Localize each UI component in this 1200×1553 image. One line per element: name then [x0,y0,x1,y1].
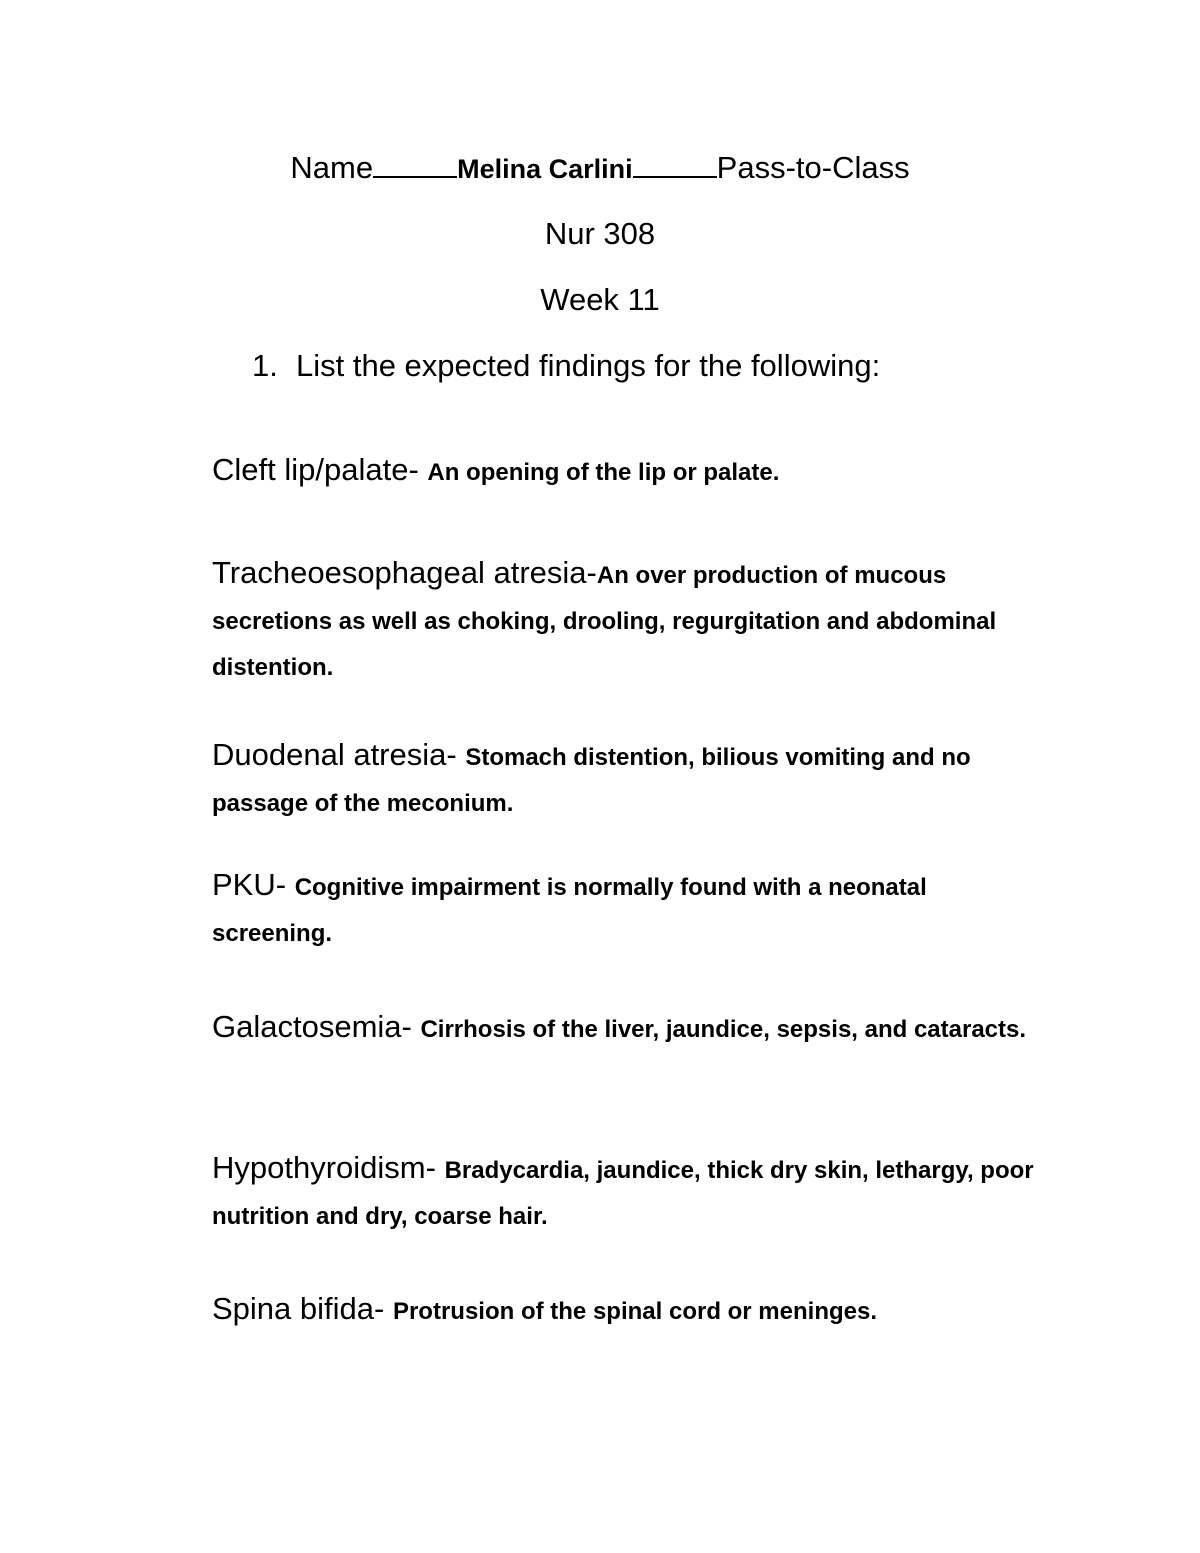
condition-term: Tracheoesophageal atresia- [212,555,597,590]
condition-finding: Cognitive impairment is normally found with a neonatal screening. [212,874,927,947]
condition-finding: An over production of mucous secretions as well as choking, drooling, regurgitation and abdominal distention. [212,562,997,681]
finding-item-pku [212,863,1052,958]
condition-term: Cleft lip/palate- [212,452,428,487]
finding-item-hypothyroidism [212,1146,1052,1241]
condition-term: Duodenal atresia- [212,737,466,772]
condition-term: PKU- [212,867,295,902]
name-label: Name [290,150,374,185]
condition-finding: Protrusion of the spinal cord or meninges. [392,1298,878,1325]
condition-finding: Stomach distention, bilious vomiting and no passage of the meconium. [212,744,971,817]
question-1 [252,346,880,386]
finding-item-galactosemia [212,1005,1052,1054]
blank-line [633,154,717,178]
name-line [0,148,1200,189]
condition-finding: Cirrhosis of the liver, jaundice, sepsis, and cataracts. [420,1016,1027,1043]
assignment-type: Pass-to-Class [716,150,910,185]
blank-line [373,154,457,178]
condition-finding: An opening of the lip or palate. [427,459,780,486]
finding-item-spina-bifida [212,1287,1052,1336]
question-number: 1. [252,348,278,383]
week-title: Week 11 [540,282,660,317]
course-title: Nur 308 [544,216,656,251]
condition-term: Spina bifida- [212,1291,393,1326]
finding-item-cleft-lip [212,448,1052,497]
condition-term: Galactosemia- [212,1009,421,1044]
condition-term: Hypothyroidism- [212,1150,445,1185]
finding-item-duodenal-atresia [212,733,1052,828]
condition-finding: Bradycardia, jaundice, thick dry skin, lethargy, poor nutrition and dry, coarse hair. [212,1157,1034,1230]
student-name: Melina Carlini [457,154,633,184]
question-prompt: List the expected findings for the following: [296,348,881,383]
finding-item-tracheoesophageal-atresia [212,551,1052,692]
